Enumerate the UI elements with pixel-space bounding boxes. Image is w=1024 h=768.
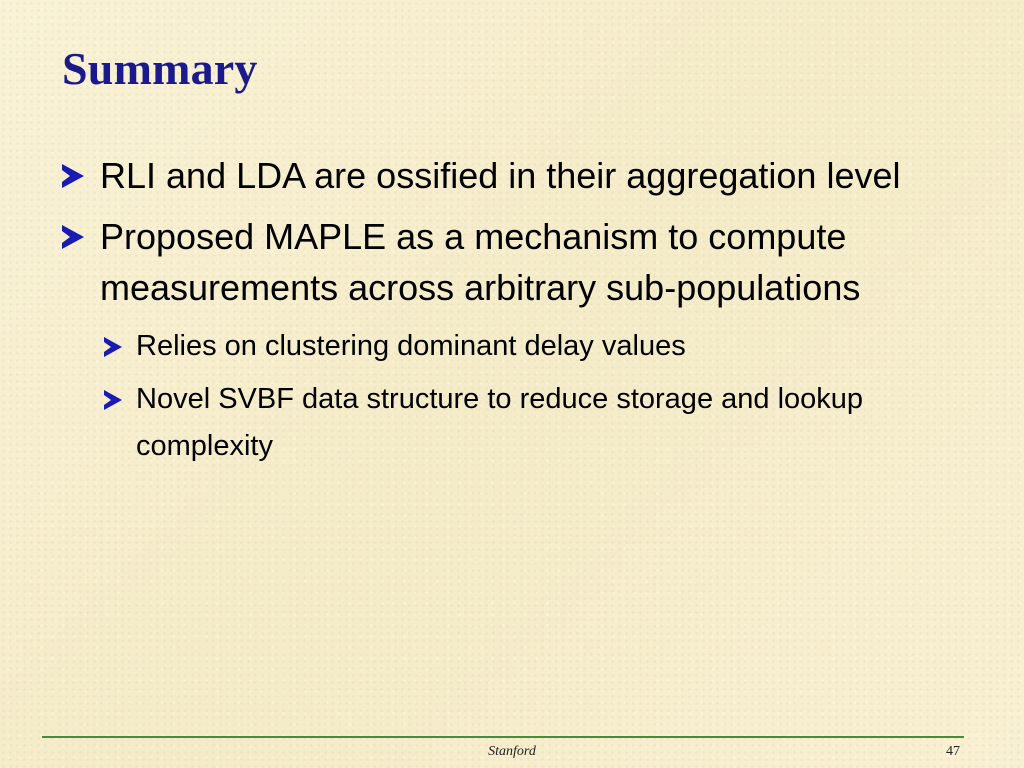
arrow-bullet-icon (62, 225, 84, 249)
bullet-list (62, 150, 962, 476)
sub-bullet-item (104, 376, 962, 470)
footer-divider (42, 736, 964, 738)
sub-bullet-text: Novel SVBF data structure to reduce storage and lookup complexity (136, 383, 864, 462)
slide-title: Summary (62, 43, 258, 94)
bullet-text: RLI and LDA are ossified in their aggregation level (100, 155, 901, 196)
sub-bullet-item (104, 323, 962, 370)
footer-label: Stanford (488, 744, 536, 759)
arrow-bullet-icon (104, 390, 122, 410)
arrow-bullet-icon (62, 164, 84, 188)
arrow-bullet-icon (104, 337, 122, 357)
bullet-item (62, 211, 962, 313)
bullet-item (62, 150, 962, 201)
page-number: 47 (946, 744, 960, 759)
bullet-text: Proposed MAPLE as a mechanism to compute measurements across arbitrary sub-populations (100, 216, 861, 308)
sub-bullet-text: Relies on clustering dominant delay values (136, 330, 686, 362)
